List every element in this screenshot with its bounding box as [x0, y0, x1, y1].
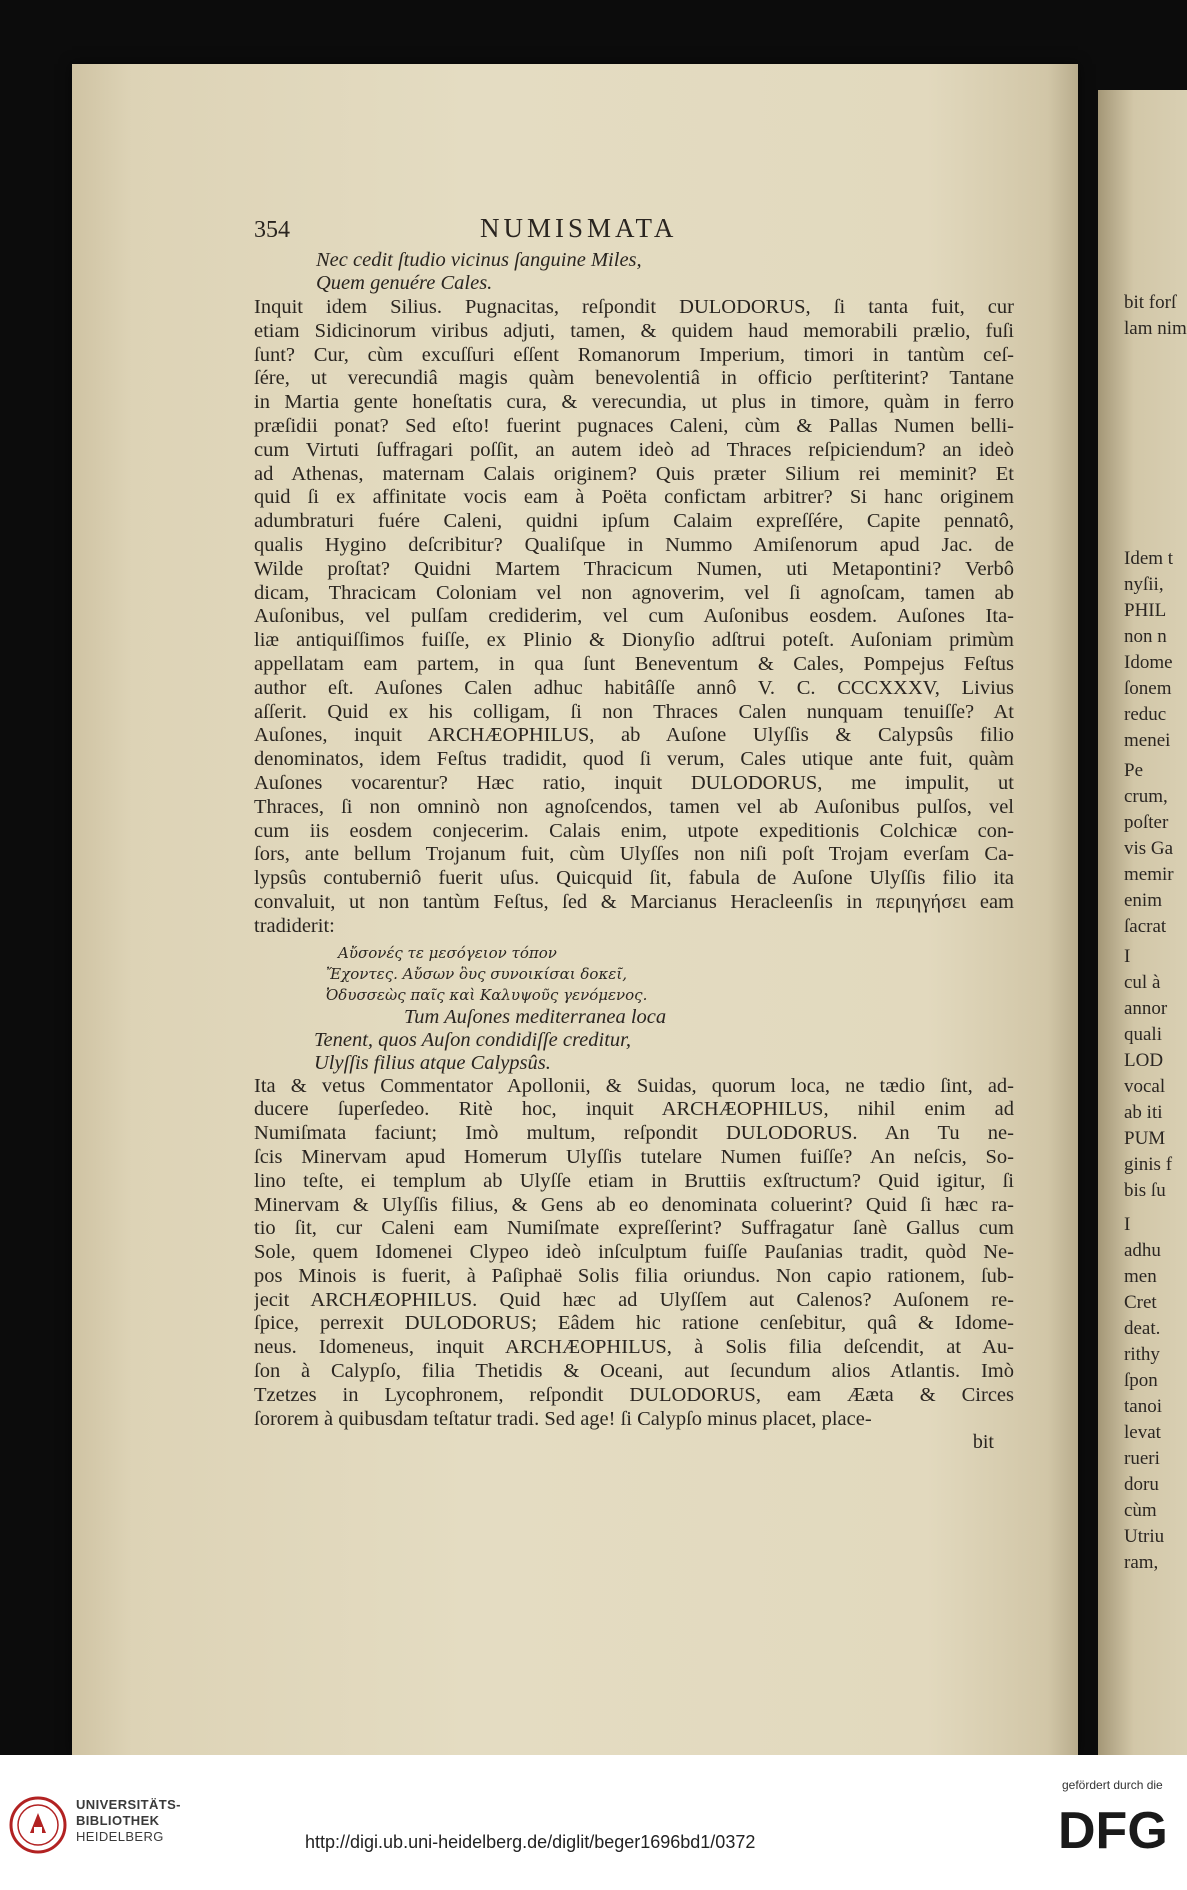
text-line: præſidii ponat? Sed eſto! fuerint pugnaces Caleni, cùm & Pallas Numen belli- [254, 414, 1014, 437]
facing-page-fragment: lam nim [1124, 318, 1187, 339]
text-line: Numiſmata faciunt; Imò multum, reſpondit DULODORUS. An Tu ne- [254, 1122, 1014, 1145]
facing-page-fragment: bit forſ [1124, 292, 1177, 313]
facing-page-fragment: ram, [1124, 1552, 1159, 1573]
greek-verse-line: Ἔχοντες. Αὔσων ὃυς συνοικίσαι δοκεῖ, [326, 964, 627, 983]
text-line: etiam Sidicinorum viribus adjuti, tamen, & quidem haud memorabili prælio, fuſi [254, 319, 1014, 342]
dfg-logo [1058, 1800, 1176, 1854]
text-line: Inquit idem Silius. Pugnacitas, reſpondit DULODORUS, ſi tanta fuit, cur [254, 296, 1014, 318]
facing-page-fragment: memir [1124, 864, 1174, 885]
facing-page-fragment: ſpon [1124, 1370, 1158, 1391]
facing-page-fragment: ginis f [1124, 1154, 1173, 1175]
text-line: Sole, quem Idomenei Clypeo ideò inſculptum fuiſſe Pauſanias tradit, quòd Ne- [254, 1241, 1014, 1264]
text-line: ſororem à quibusdam teſtatur tradi. Sed age! ſi Calypſo minus placet, place- [254, 1407, 872, 1430]
facing-page-fragment: enim [1124, 890, 1162, 911]
text-line: tio ſit, cur Caleni eam Numiſmate expreſſerint? Suffragatur ſanè Gallus cum [254, 1217, 1014, 1240]
text-line: quid ſi ex affinitate vocis eam à Poëta confictam arbitrer? Si hanc originem [254, 486, 1014, 509]
greek-verse-line: Ὀδυσσεὼς παῖς καὶ Καλυψοῦς γενόμενος. [326, 985, 648, 1004]
prose-block-1 [254, 296, 1014, 939]
greek-verse-line: Αὔσονές τε μεσόγειον τόπον [338, 943, 557, 962]
verse-top [254, 249, 1014, 295]
text-line: neus. Idomeneus, inquit ARCHÆOPHILUS, à Solis filia deſcendit, at Au- [254, 1336, 1014, 1359]
text-line: lypsûs contuberniô fuerit uſus. Quicquid ſit, fabula de Auſone Ulyſſis filio ita [254, 867, 1014, 890]
facing-page-fragment: crum, [1124, 786, 1168, 807]
text-line: Auſones vocarentur? Hæc ratio, inquit DULODORUS, me impulit, ut [254, 771, 1014, 794]
facing-page-fragment: nyſii, [1124, 574, 1164, 595]
facing-page-fragment: menei [1124, 730, 1171, 751]
permalink-url[interactable]: http://digi.ub.uni-heidelberg.de/diglit/beger1696bd1/0372 [305, 1832, 756, 1852]
text-line: ſors, ante bellum Trojanum fuit, cùm Ulyſſes non niſi poſt Trojam everſam Ca- [254, 843, 1014, 866]
text-line: Ita & vetus Commentator Apollonii, & Suidas, quorum loca, ne tædio ſint, ad- [254, 1074, 1014, 1097]
facing-page-fragment: PUM [1124, 1128, 1166, 1149]
latin-verse [254, 1006, 1014, 1075]
facing-page-fragment: Cret [1124, 1292, 1157, 1313]
page-header [254, 209, 1014, 249]
text-line: jecit ARCHÆOPHILUS. Quid hæc ad Ulyſſem aut Calenos? Auſonem re- [254, 1288, 1014, 1311]
text-line: Auſones, inquit ARCHÆOPHILUS, ab Auſone Ulyſſis & Calypsûs filio [254, 724, 1014, 747]
text-line: liæ antiquiſſimos fuiſſe, ex Plinio & Dionyſio adſtrui poteſt. Auſoniam primùm [254, 629, 1014, 652]
facing-page-fragment: tanoi [1124, 1396, 1162, 1417]
library-name-line: HEIDELBERG [76, 1829, 164, 1844]
facing-page-fragment: LOD [1124, 1050, 1164, 1071]
verse-line: Ulyſſis filius atque Calypsûs. [314, 1051, 551, 1074]
facing-page-fragment: Pe [1124, 760, 1143, 781]
verse-line: Tum Auſones mediterranea loca [404, 1005, 667, 1028]
text-line: ſon à Calypſo, filia Thetidis & Oceani, aut ſecundum alios Atlantis. Imò [254, 1360, 1014, 1383]
text-line: Wilde proſtat? Quidni Martem Thracicum Numen, uti Metapontini? Verbô [254, 557, 1014, 580]
facing-page-fragment: cul à [1124, 972, 1161, 993]
text-line: ſpice, perrexit DULODORUS; Eâdem hic ratione cenſebitur, quâ & Idome- [254, 1312, 1014, 1335]
facing-page-fragment: reduc [1124, 704, 1167, 725]
text-line: Thraces, ſi non omninò non agnoſcendos, tamen vel ab Auſonibus pulſos, vel [254, 795, 1014, 818]
text-line: ſére, ut verecundiâ magis quàm benevolentiâ in officio perſtiterint? Tantane [254, 367, 1014, 390]
verse-line: Tenent, quos Auſon condidiſſe creditur, [314, 1028, 631, 1051]
facing-page-fragment: ab iti [1124, 1102, 1163, 1123]
university-seal-icon [8, 1795, 68, 1855]
facing-page-fragment: I [1124, 946, 1131, 967]
facing-page-fragment: I [1124, 1214, 1131, 1235]
verse-line: Quem genuére Cales. [316, 272, 493, 294]
facing-page-fragment: adhu [1124, 1240, 1161, 1261]
facing-page-fragment: poſter [1124, 812, 1169, 833]
text-line: adumbraturi fuére Caleni, quidni ipſum Calaim expreſſére, Capite pennatô, [254, 510, 1014, 533]
facing-page-fragment: ſacrat [1124, 916, 1167, 937]
footer-bar [0, 1755, 1187, 1890]
verse-line: Nec cedit ſtudio vicinus ſanguine Miles, [316, 249, 642, 271]
facing-page-fragment: deat. [1124, 1318, 1161, 1339]
facing-page-fragment: Idem t [1124, 548, 1174, 569]
library-name-line: BIBLIOTHEK [76, 1813, 160, 1828]
text-line: cum iis eosdem conjecerim. Calais enim, utpote expeditionis Colchicæ con- [254, 819, 1014, 842]
text-line: author eſt. Auſones Calen adhuc habitâſſe annô V. C. CCCXXXV, Livius [254, 676, 1014, 699]
facing-page-fragment: bis ſu [1124, 1180, 1166, 1201]
text-line: ſunt? Cur, cùm excuſſuri eſſent Romanorum Imperium, timori in tantùm ceſ- [254, 343, 1014, 366]
text-line: ad Athenas, maternam Calais originem? Quis præter Silium rei meminit? Et [254, 462, 1014, 485]
text-line: appellatam eam partem, in qua ſunt Beneventum & Cales, Pompejus Feſtus [254, 652, 1014, 675]
facing-page-fragment: vocal [1124, 1076, 1166, 1097]
facing-page-fragment: cùm [1124, 1500, 1157, 1521]
text-line: in Martia gente honeſtatis cura, & verecundia, ut plus in timore, quàm in ferro [254, 391, 1014, 414]
facing-page-fragment: vis Ga [1124, 838, 1174, 859]
greek-verse [254, 943, 1014, 1006]
text-line: Tzetzes in Lycophronem, reſpondit DULODORUS, eam Ææta & Circes [254, 1383, 1014, 1406]
text-line: dicam, Thracicam Coloniam vel non agnoverim, vel ſi agnoſcam, tamen ab [254, 581, 1014, 604]
facing-page-fragment: rithy [1124, 1344, 1160, 1365]
text-line: qualis Hygino deſcribitur? Qualiſque in Nummo Amiſenorum apud Jac. de [254, 533, 1014, 556]
text-line: Minervam & Ulyſſis filius, & Gens ab eo denominata coluerint? Quid ſi hæc ra- [254, 1193, 1014, 1216]
facing-page-fragment: Idome [1124, 652, 1173, 673]
facing-page-fragment: Utriu [1124, 1526, 1165, 1547]
page-text-block [254, 209, 1014, 1509]
facing-page-fragment: quali [1124, 1024, 1162, 1045]
facing-page-fragment: ſonem [1124, 678, 1172, 699]
funder-caption: gefördert durch die [1062, 1778, 1163, 1792]
text-line: tradiderit: [254, 914, 335, 937]
text-line: aſſerit. Quid ex his colligam, ſi non Thraces Calen nunquam tenuiſſe? At [254, 700, 1014, 723]
facing-page-fragment: rueri [1124, 1448, 1160, 1469]
text-line: convaluit, ut non tantùm Feſtus, ſed & Marcianus Heracleenſis in περιηγήσει eam [254, 890, 1014, 913]
text-line: Auſonibus, vel pulſam crediderim, vel cum Auſonibus eosdem. Auſones Ita- [254, 605, 1014, 628]
facing-page-fragment: doru [1124, 1474, 1159, 1495]
facing-page-fragment: PHIL [1124, 600, 1167, 621]
page-number: 354 [254, 217, 290, 243]
library-name-line: UNIVERSITÄTS- [76, 1797, 181, 1812]
text-line: ſcis Minervam apud Homerum Ulyſſis tutelare Numen fuiſſe? An neſcis, So- [254, 1145, 1014, 1168]
running-title: NUMISMATA [480, 213, 678, 243]
facing-page-fragment: men [1124, 1266, 1157, 1287]
text-line: denominatos, idem Feſtus tradidit, quod ſi verum, Cales utique ante fuit, quàm [254, 748, 1014, 771]
facing-page-fragment: annor [1124, 998, 1168, 1019]
catchword: bit [972, 1431, 994, 1454]
text-line: cum Virtuti ſuffragari poſſit, an autem ideò ad Thraces reſpiciendum? an ideò [254, 438, 1014, 461]
text-line: pos Minois is fuerit, à Paſiphaë Solis filia oriundus. Non capio rationem, ſub- [254, 1264, 1014, 1287]
facing-page-fragment: levat [1124, 1422, 1161, 1443]
prose-block-2 [254, 1075, 1014, 1432]
facing-page-fragment: non n [1124, 626, 1167, 647]
text-line: ducere ſuperſedeo. Ritè hoc, inquit ARCHÆOPHILUS, nihil enim ad [254, 1098, 1014, 1121]
text-line: lino teſte, ei templum ab Ulyſſe etiam in Bruttiis exſtructum? Quid igitur, ſi [254, 1169, 1014, 1192]
dfg-logo-text: DFG [1058, 1802, 1168, 1854]
